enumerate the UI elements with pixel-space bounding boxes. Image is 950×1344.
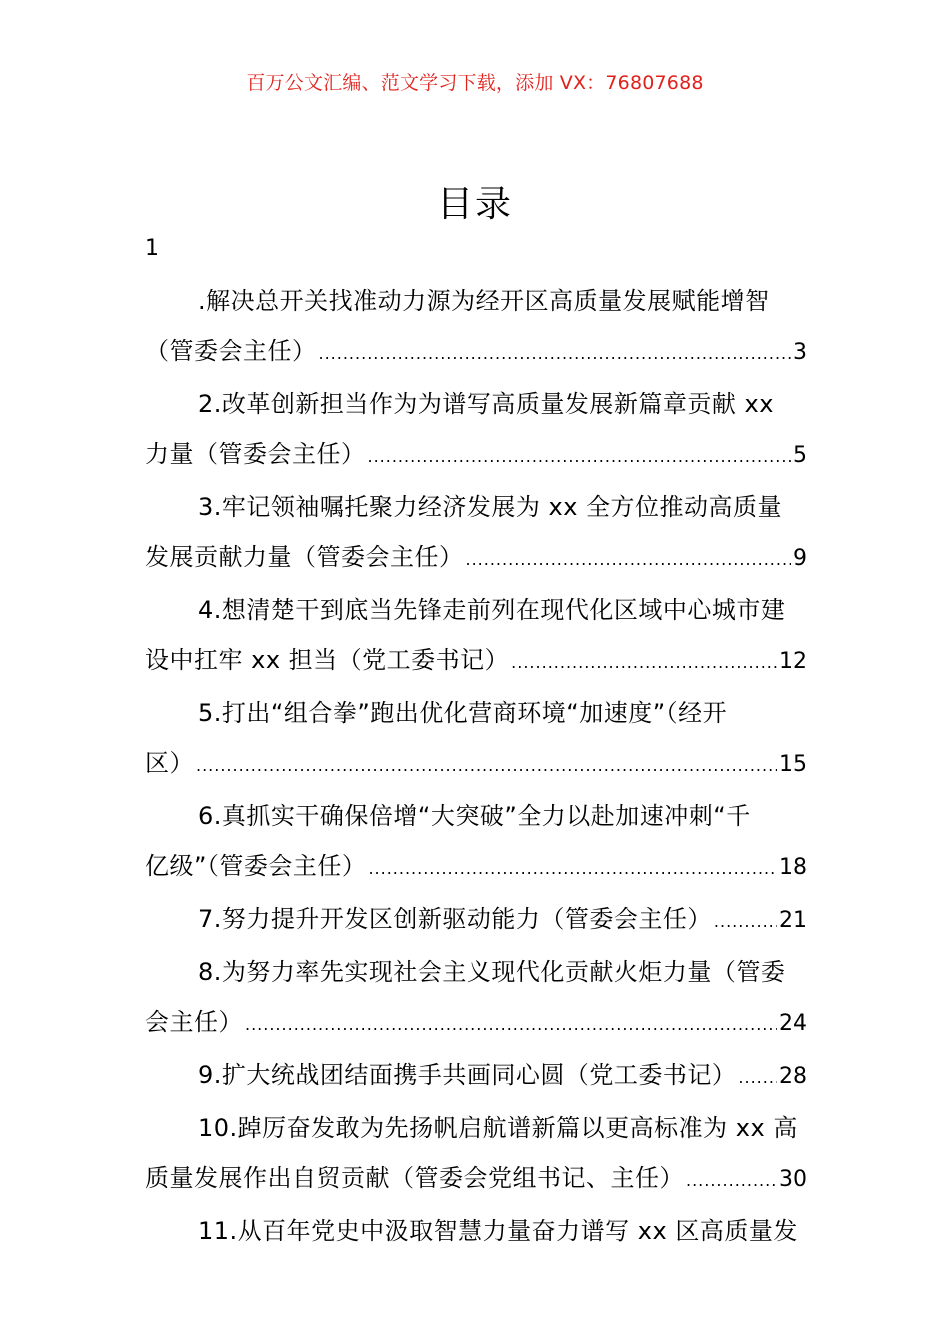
header-watermark: 百万公文汇编、范文学习下载，添加 VX：76807688 <box>246 72 704 94</box>
toc-entry[interactable] <box>145 379 807 482</box>
dot-leader <box>368 844 777 894</box>
toc-entry-title: 11.从百年党史中汲取智慧力量奋力谱写 xx 区高质量发 <box>198 1217 798 1245</box>
toc-entry-title-cont: 质量发展作出自贸贡献（管委会党组书记、主任） <box>145 1164 684 1192</box>
dot-leader <box>196 741 777 791</box>
toc-entry[interactable] <box>145 1050 807 1103</box>
toc-entry-title-cont: 亿级”（管委会主任） <box>145 852 367 880</box>
toc-entry-title: 2.改革创新担当作为为谱写高质量发展新篇章贡献 xx <box>198 390 774 418</box>
toc-entry[interactable] <box>145 585 807 688</box>
dot-leader <box>245 1000 777 1050</box>
page-title: 目录 <box>436 184 513 225</box>
toc-page-number: 3 <box>793 340 807 365</box>
dot-leader <box>511 638 777 688</box>
dot-leader <box>686 1156 777 1206</box>
toc-page-number: 12 <box>779 649 807 674</box>
toc-entry[interactable] <box>145 1206 807 1256</box>
toc-entry-title-cont: 会主任） <box>145 1008 243 1036</box>
toc-entry[interactable] <box>145 947 807 1050</box>
toc-entry-title-cont: （管委会主任） <box>145 337 317 365</box>
toc-page-number: 28 <box>779 1064 807 1089</box>
toc-entry-title-cont: 设中扛牢 xx 担当（党工委书记） <box>145 646 510 674</box>
toc-entry[interactable] <box>145 1103 807 1206</box>
toc-list <box>145 276 807 1256</box>
dot-leader <box>738 1053 777 1103</box>
toc-entry-title-cont: 力量（管委会主任） <box>145 440 366 468</box>
toc-entry[interactable] <box>145 688 807 791</box>
toc-entry[interactable] <box>145 791 807 894</box>
toc-entry-title: 9.扩大统战团结面携手共画同心圆（党工委书记） <box>198 1061 737 1089</box>
toc-entry-title-cont: 发展贡献力量（管委会主任） <box>145 543 464 571</box>
toc-page-number: 18 <box>779 855 807 880</box>
toc-entry-title: 10.踔厉奋发敢为先扬帆启航谱新篇以更高标准为 xx 高 <box>198 1114 798 1142</box>
toc-page-number: 5 <box>793 443 807 468</box>
toc-page-number: 21 <box>779 908 807 933</box>
toc-entry-title: 3.牢记领袖嘱托聚力经济发展为 xx 全方位推动高质量 <box>198 493 783 521</box>
toc-entry[interactable] <box>145 276 807 379</box>
toc-entry-title: 8.为努力率先实现社会主义现代化贡献火炬力量（管委 <box>198 958 786 986</box>
toc-entry-title-cont: 区） <box>145 749 194 777</box>
dot-leader <box>319 329 792 379</box>
toc-page-number: 15 <box>779 752 807 777</box>
dot-leader <box>368 432 792 482</box>
toc-entry-title: 5.打出“组合拳”跑出优化营商环境“加速度”（经开 <box>198 699 728 727</box>
page-marker: 1 <box>145 236 159 261</box>
toc-page-number: 24 <box>779 1011 807 1036</box>
toc-page-number: 30 <box>779 1167 807 1192</box>
toc-entry-title: 7.努力提升开发区创新驱动能力（管委会主任） <box>198 905 712 933</box>
toc-entry-title: .解决总开关找准动力源为经开区高质量发展赋能增智 <box>198 287 770 315</box>
toc-entry[interactable] <box>145 482 807 585</box>
dot-leader <box>466 535 792 585</box>
dot-leader <box>714 897 777 947</box>
toc-entry-title: 6.真抓实干确保倍增“大突破”全力以赴加速冲刺“千 <box>198 802 751 830</box>
toc-entry-title: 4.想清楚干到底当先锋走前列在现代化区域中心城市建 <box>198 596 786 624</box>
toc-page-number: 9 <box>793 546 807 571</box>
toc-entry[interactable] <box>145 894 807 947</box>
